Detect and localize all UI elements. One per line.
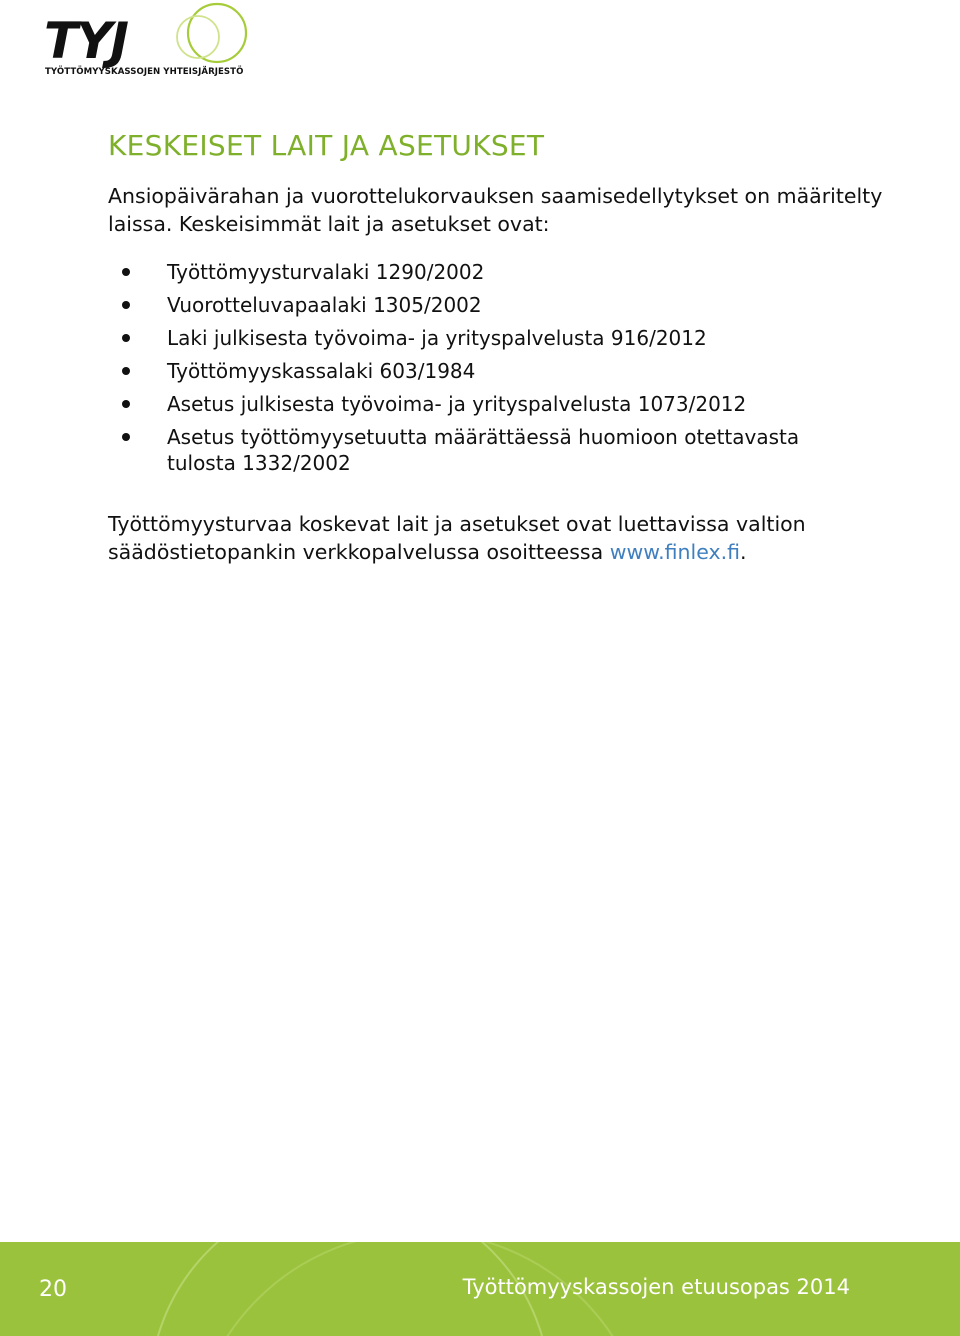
logo-graphic (42, 0, 272, 70)
closing-paragraph (108, 511, 908, 566)
list-item (108, 259, 868, 285)
list-item (108, 358, 868, 384)
closing-text: Työttömyysturvaa koskevat lait ja asetukset ovat luettavissa valtion säädöstietopankin verkkopalvelussa osoitteessa (108, 512, 806, 564)
law-title: Työttömyyskassalaki 603/1984 (167, 359, 476, 383)
logo-organization: TYÖTTÖMYYSKASSOJEN YHTEISJÄRJESTÖ (45, 67, 244, 77)
list-item (108, 292, 868, 318)
law-list (108, 259, 868, 483)
intro-paragraph: Ansiopäivärahan ja vuorottelukorvauksen saamisedellytykset on määritelty laissa. Keskeisimmät lait ja asetukset ovat: (108, 184, 883, 236)
bullet-icon (122, 301, 130, 309)
bullet-icon (122, 367, 130, 375)
bullet-icon (122, 334, 130, 342)
law-title: Vuorotteluvapaalaki 1305/2002 (167, 293, 482, 317)
law-title: Laki julkisesta työvoima- ja yrityspalvelusta 916/2012 (167, 326, 707, 350)
bullet-icon (122, 400, 130, 408)
bullet-icon (122, 433, 130, 441)
logo (42, 0, 272, 90)
law-title: Asetus työttömyysetuutta määrättäessä huomioon otettavasta tulosta 1332/2002 (167, 425, 800, 475)
closing-period: . (740, 539, 747, 564)
footer-publication-title: Työttömyyskassojen etuusopas 2014 (462, 1275, 850, 1299)
finlex-link[interactable]: www.finlex.fi (609, 539, 741, 564)
law-title: Asetus julkisesta työvoima- ja yrityspalvelusta 1073/2012 (167, 392, 747, 416)
list-item (108, 325, 868, 351)
list-item (108, 424, 868, 476)
list-item (108, 391, 868, 417)
svg-text:TYJ: TYJ (44, 12, 127, 70)
law-title: Työttömyysturvalaki 1290/2002 (167, 260, 485, 284)
bullet-icon (122, 268, 130, 276)
section-title: KESKEISET LAIT JA ASETUKSET (108, 129, 545, 162)
page-number: 20 (39, 1277, 67, 1302)
